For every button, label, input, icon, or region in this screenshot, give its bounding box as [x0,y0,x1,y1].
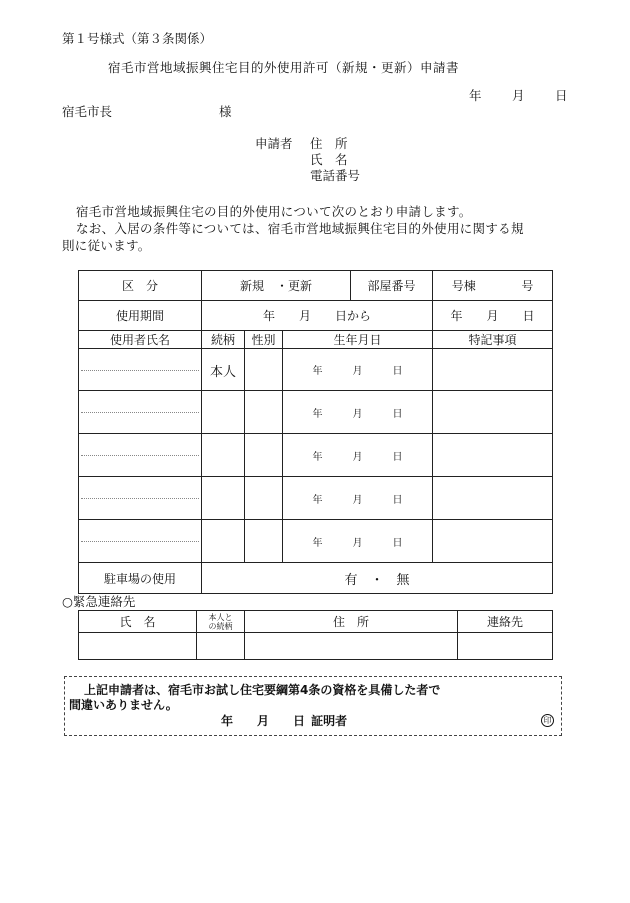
table-row [79,349,553,391]
parking-value[interactable]: 有 ・ 無 [202,563,553,594]
sex-cell[interactable] [245,349,283,391]
birthdate-cell[interactable]: 年 月 日 [283,477,433,520]
seal-icon: 印 [541,714,554,727]
table-row [79,520,553,563]
col-user-name: 使用者氏名 [79,331,202,349]
addressee-honorific: 様 [219,104,232,119]
parking-label: 駐車場の使用 [79,563,202,594]
form-number: 第１号様式（第３条関係） [62,31,213,46]
col-sex: 性別 [245,331,283,349]
birthdate-cell[interactable]: 年 月 日 [283,349,433,391]
emergency-col-relation: 本人と の続柄 [197,611,245,633]
emergency-table [78,610,553,660]
table-row [79,633,553,660]
emergency-relation-cell[interactable] [197,633,245,660]
emergency-address-cell[interactable] [245,633,458,660]
birthdate-cell[interactable]: 年 月 日 [283,520,433,563]
relation-cell[interactable] [202,391,245,434]
birthdate-cell[interactable]: 年 月 日 [283,434,433,477]
sex-cell[interactable] [245,520,283,563]
kubun-value: 新規 ・更新 [202,271,351,301]
notes-cell[interactable] [433,349,553,391]
room-number-label: 部屋番号 [351,271,433,301]
addressee: 宿毛市長 [62,104,113,119]
building-label: 号棟 [451,279,476,293]
relation-cell[interactable] [202,477,245,520]
col-notes: 特記事項 [433,331,553,349]
relation-cell[interactable] [202,520,245,563]
application-table [78,270,553,594]
emergency-col-name: 氏 名 [79,611,197,633]
certificate-box [64,676,562,736]
body-line-2: なお、入居の条件等については、宿毛市営地域振興住宅目的外使用に関する規 [76,221,524,236]
emergency-name-cell[interactable] [79,633,197,660]
applicant-address-label: 住 所 [310,136,348,151]
emergency-col-contact: 連絡先 [458,611,553,633]
sex-cell[interactable] [245,477,283,520]
number-label: 号 [521,279,534,293]
page-title: 宿毛市営地域振興住宅目的外使用許可（新規・更新）申請書 [108,60,460,75]
relation-cell[interactable] [202,434,245,477]
certificate-line-3: 年 月 日 証明者 [221,714,348,728]
applicant-phone-label: 電話番号 [310,168,361,183]
emergency-col-address: 住 所 [245,611,458,633]
col-birthdate: 生年月日 [283,331,433,349]
period-label: 使用期間 [79,301,202,331]
user-name-cell[interactable] [79,477,202,520]
certificate-line-2: 間違いありません。 [69,698,178,712]
birthdate-cell[interactable]: 年 月 日 [283,391,433,434]
kubun-label: 区 分 [79,271,202,301]
room-number-field[interactable] [433,271,553,301]
sex-cell[interactable] [245,434,283,477]
body-line-1: 宿毛市営地域振興住宅の目的外使用について次のとおり申請します。 [76,204,472,219]
date-month: 月 [512,88,525,103]
user-name-cell[interactable] [79,520,202,563]
relation-self[interactable]: 本人 [202,349,245,391]
applicant-name-label: 氏 名 [310,152,348,167]
emergency-heading: ○緊急連絡先 [62,594,136,609]
user-name-cell[interactable] [79,349,202,391]
body-line-3: 則に従います。 [62,238,151,253]
date-year: 年 [469,88,482,103]
col-relation: 続柄 [202,331,245,349]
user-name-cell[interactable] [79,391,202,434]
date-day: 日 [555,88,568,103]
notes-cell[interactable] [433,434,553,477]
period-end[interactable]: 年 月 日 [433,301,553,331]
emergency-contact-cell[interactable] [458,633,553,660]
applicant-label: 申請者 [255,136,293,151]
sex-cell[interactable] [245,391,283,434]
table-row [79,477,553,520]
user-name-cell[interactable] [79,434,202,477]
notes-cell[interactable] [433,477,553,520]
table-row [79,391,553,434]
certificate-line-1: 上記申請者は、宿毛市お試し住宅要綱第4条の資格を具備した者で [84,683,441,697]
notes-cell[interactable] [433,520,553,563]
notes-cell[interactable] [433,391,553,434]
table-row [79,434,553,477]
period-start[interactable]: 年 月 日から [202,301,433,331]
